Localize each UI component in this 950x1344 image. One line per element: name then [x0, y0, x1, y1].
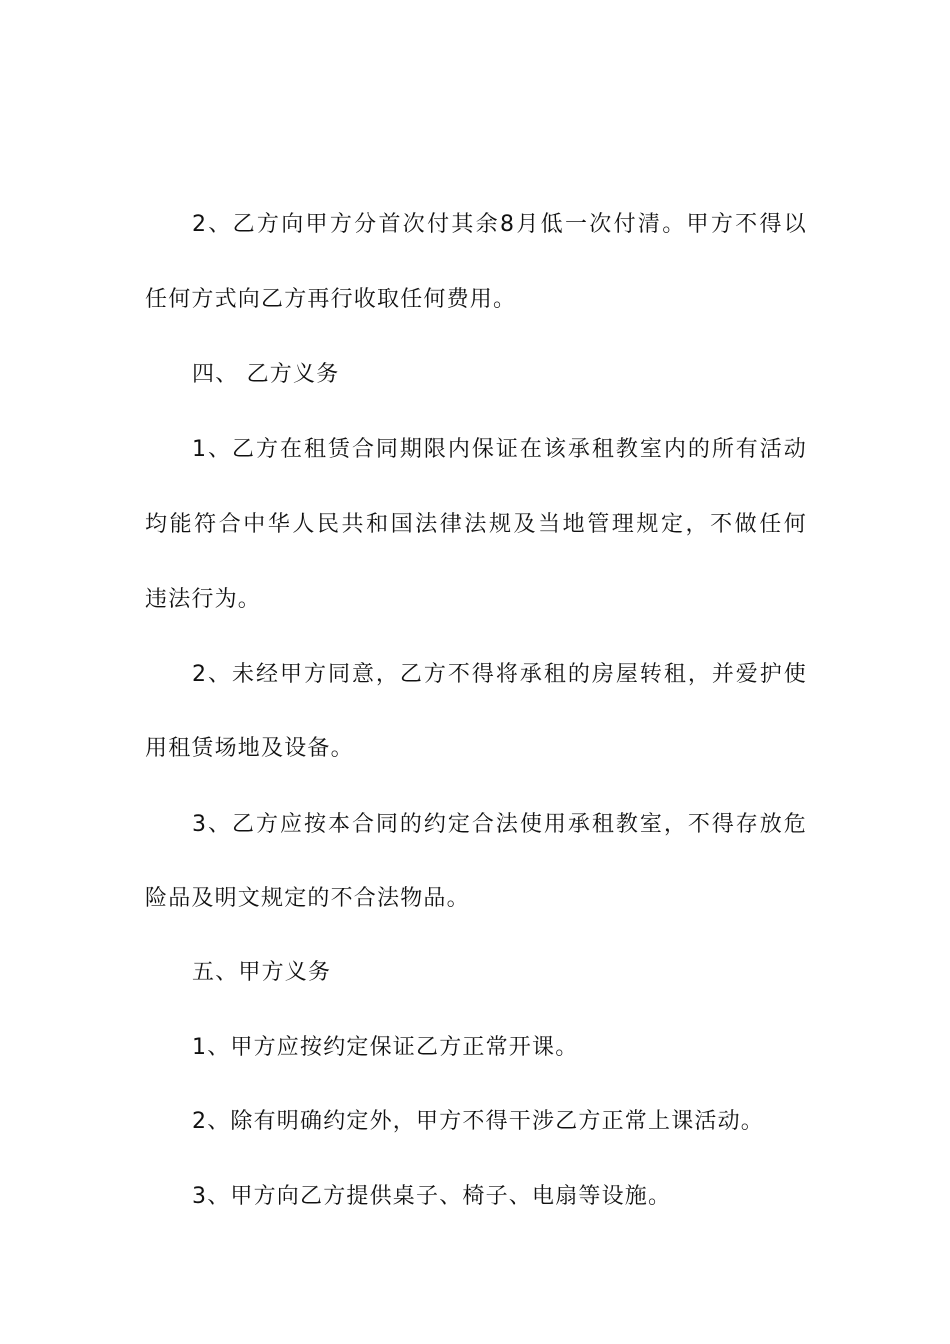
paragraph-line: 1、乙方在租赁合同期限内保证在该承租教室内的所有活动	[192, 437, 807, 462]
paragraph-line: 3、乙方应按本合同的约定合法使用承租教室，不得存放危	[192, 812, 807, 837]
paragraph-line: 1、甲方应按约定保证乙方正常开课。	[192, 1035, 579, 1060]
paragraph-line: 2、未经甲方同意，乙方不得将承租的房屋转租，并爱护使	[192, 662, 807, 687]
paragraph-line: 均能符合中华人民共和国法律法规及当地管理规定，不做任何	[145, 512, 807, 537]
paragraph-line: 3、甲方向乙方提供桌子、椅子、电扇等设施。	[192, 1184, 672, 1209]
paragraph-line: 用租赁场地及设备。	[145, 736, 354, 761]
paragraph-line: 险品及明文规定的不合法物品。	[145, 886, 470, 911]
paragraph-line: 违法行为。	[145, 587, 262, 612]
paragraph-line: 任何方式向乙方再行收取任何费用。	[145, 287, 517, 312]
section-heading: 四、 乙方义务	[192, 362, 340, 387]
paragraph-line: 2、除有明确约定外，甲方不得干涉乙方正常上课活动。	[192, 1109, 764, 1134]
paragraph-line: 2、乙方向甲方分首次付其余8月低一次付清。甲方不得以	[192, 212, 807, 237]
section-heading: 五、甲方义务	[192, 960, 332, 985]
